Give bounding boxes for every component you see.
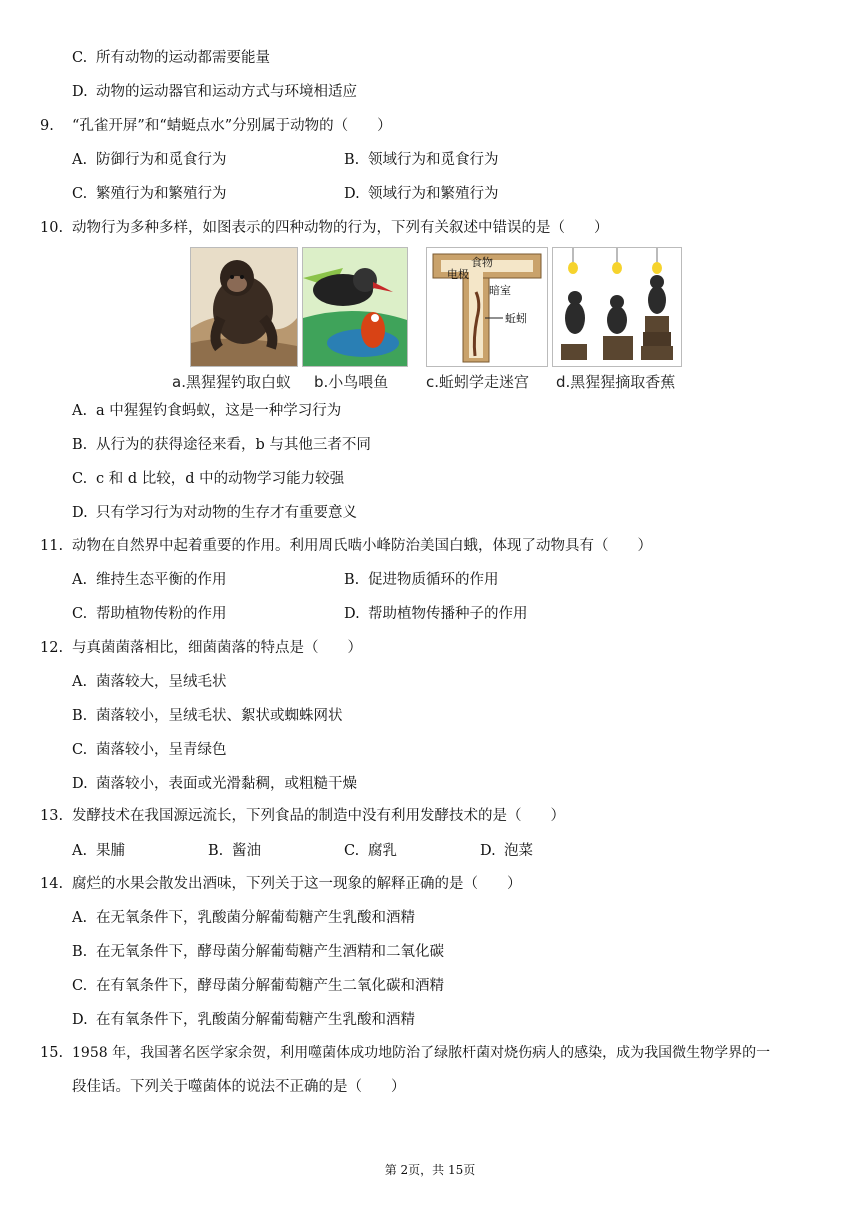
chimp-termite-image <box>190 247 298 367</box>
q11-option-c: C. 帮助植物传粉的作用 <box>72 606 227 622</box>
q12-stem: 与真菌菌落相比，细菌菌落的特点是（ ） <box>72 640 362 656</box>
q12-option-d: D. 菌落较小，表面或光滑黏稠，或粗糙干燥 <box>72 776 357 792</box>
q10-option-a: A. a 中猩猩钓食蚂蚁，这是一种学习行为 <box>72 403 342 419</box>
q14-option-b: B. 在无氧条件下，酵母菌分解葡萄糖产生酒精和二氧化碳 <box>72 944 444 960</box>
caption-d: d.黑猩猩摘取香蕉 <box>556 373 676 391</box>
q14-option-c: C. 在有氧条件下，酵母菌分解葡萄糖产生二氧化碳和酒精 <box>72 978 444 994</box>
q14-stem: 腐烂的水果会散发出酒味，下列关于这一现象的解释正确的是（ ） <box>72 876 522 892</box>
maze-label-worm: 蚯蚓 <box>505 312 527 325</box>
q10-option-b: B. 从行为的获得途径来看，b 与其他三者不同 <box>72 437 371 453</box>
q15-stem-line1: 1958 年，我国著名医学家余贺，利用噬菌体成功地防治了绿脓杆菌对烧伤病人的感染，成为我国微生物学界的一 <box>72 1045 771 1061</box>
maze-label-dark-room: 暗室 <box>489 284 511 297</box>
caption-b: b.小鸟喂鱼 <box>314 373 389 391</box>
chimp-banana-image <box>552 247 682 367</box>
caption-c: c.蚯蚓学走迷宫 <box>426 373 530 391</box>
q10-stem: 动物行为多种多样，如图表示的四种动物的行为，下列有关叙述中错误的是（ ） <box>72 220 609 236</box>
maze-label-food: 食物 <box>471 256 493 269</box>
q11-option-b: B. 促进物质循环的作用 <box>344 572 499 588</box>
bird-feeding-fish-image <box>302 247 408 367</box>
q11-number: 11. <box>40 538 64 554</box>
maze-label-electrode: 电极 <box>447 268 469 281</box>
q14-option-a: A. 在无氧条件下，乳酸菌分解葡萄糖产生乳酸和酒精 <box>72 910 415 926</box>
q14-option-d: D. 在有氧条件下，乳酸菌分解葡萄糖产生乳酸和酒精 <box>72 1012 415 1028</box>
q9-option-c: C. 繁殖行为和繁殖行为 <box>72 186 227 202</box>
q14-number: 14. <box>40 876 64 892</box>
q11-option-d: D. 帮助植物传播种子的作用 <box>344 606 528 622</box>
q8-option-c: C. 所有动物的运动都需要能量 <box>72 50 270 66</box>
q10-figure <box>168 247 708 395</box>
q10-option-c: C. c 和 d 比较，d 中的动物学习能力较强 <box>72 471 345 487</box>
page-footer: 第 2页，共 15页 <box>384 1163 476 1177</box>
q10-option-d: D. 只有学习行为对动物的生存才有重要意义 <box>72 505 357 521</box>
q9-option-d: D. 领域行为和繁殖行为 <box>344 186 499 202</box>
q13-option-c: C. 腐乳 <box>344 843 397 859</box>
q11-stem: 动物在自然界中起着重要的作用。利用周氏啮小峰防治美国白蛾，体现了动物具有（ ） <box>72 538 652 554</box>
q13-option-d: D. 泡菜 <box>480 843 533 859</box>
q9-stem: “孔雀开屏”和“蜻蜓点水”分别属于动物的（ ） <box>72 118 392 134</box>
q9-option-b: B. 领域行为和觅食行为 <box>344 152 499 168</box>
q13-option-b: B. 酱油 <box>208 843 261 859</box>
q12-option-a: A. 菌落较大，呈绒毛状 <box>72 674 227 690</box>
q13-stem: 发酵技术在我国源远流长，下列食品的制造中没有利用发酵技术的是（ ） <box>72 808 565 824</box>
earthworm-maze-diagram <box>426 247 548 367</box>
q12-option-c: C. 菌落较小，呈青绿色 <box>72 742 227 758</box>
q9-number: 9. <box>40 118 54 134</box>
q13-option-a: A. 果脯 <box>72 843 125 859</box>
q8-option-d: D. 动物的运动器官和运动方式与环境相适应 <box>72 84 357 100</box>
q12-number: 12. <box>40 640 64 656</box>
q11-option-a: A. 维持生态平衡的作用 <box>72 572 227 588</box>
q15-number: 15. <box>40 1045 64 1061</box>
q12-option-b: B. 菌落较小，呈绒毛状、絮状或蜘蛛网状 <box>72 708 343 724</box>
q9-option-a: A. 防御行为和觅食行为 <box>72 152 227 168</box>
q10-number: 10. <box>40 220 64 236</box>
q13-number: 13. <box>40 808 64 824</box>
caption-a: a.黑猩猩钓取白蚁 <box>172 373 291 391</box>
q15-stem-line2: 段佳话。下列关于噬菌体的说法不正确的是（ ） <box>72 1079 406 1095</box>
